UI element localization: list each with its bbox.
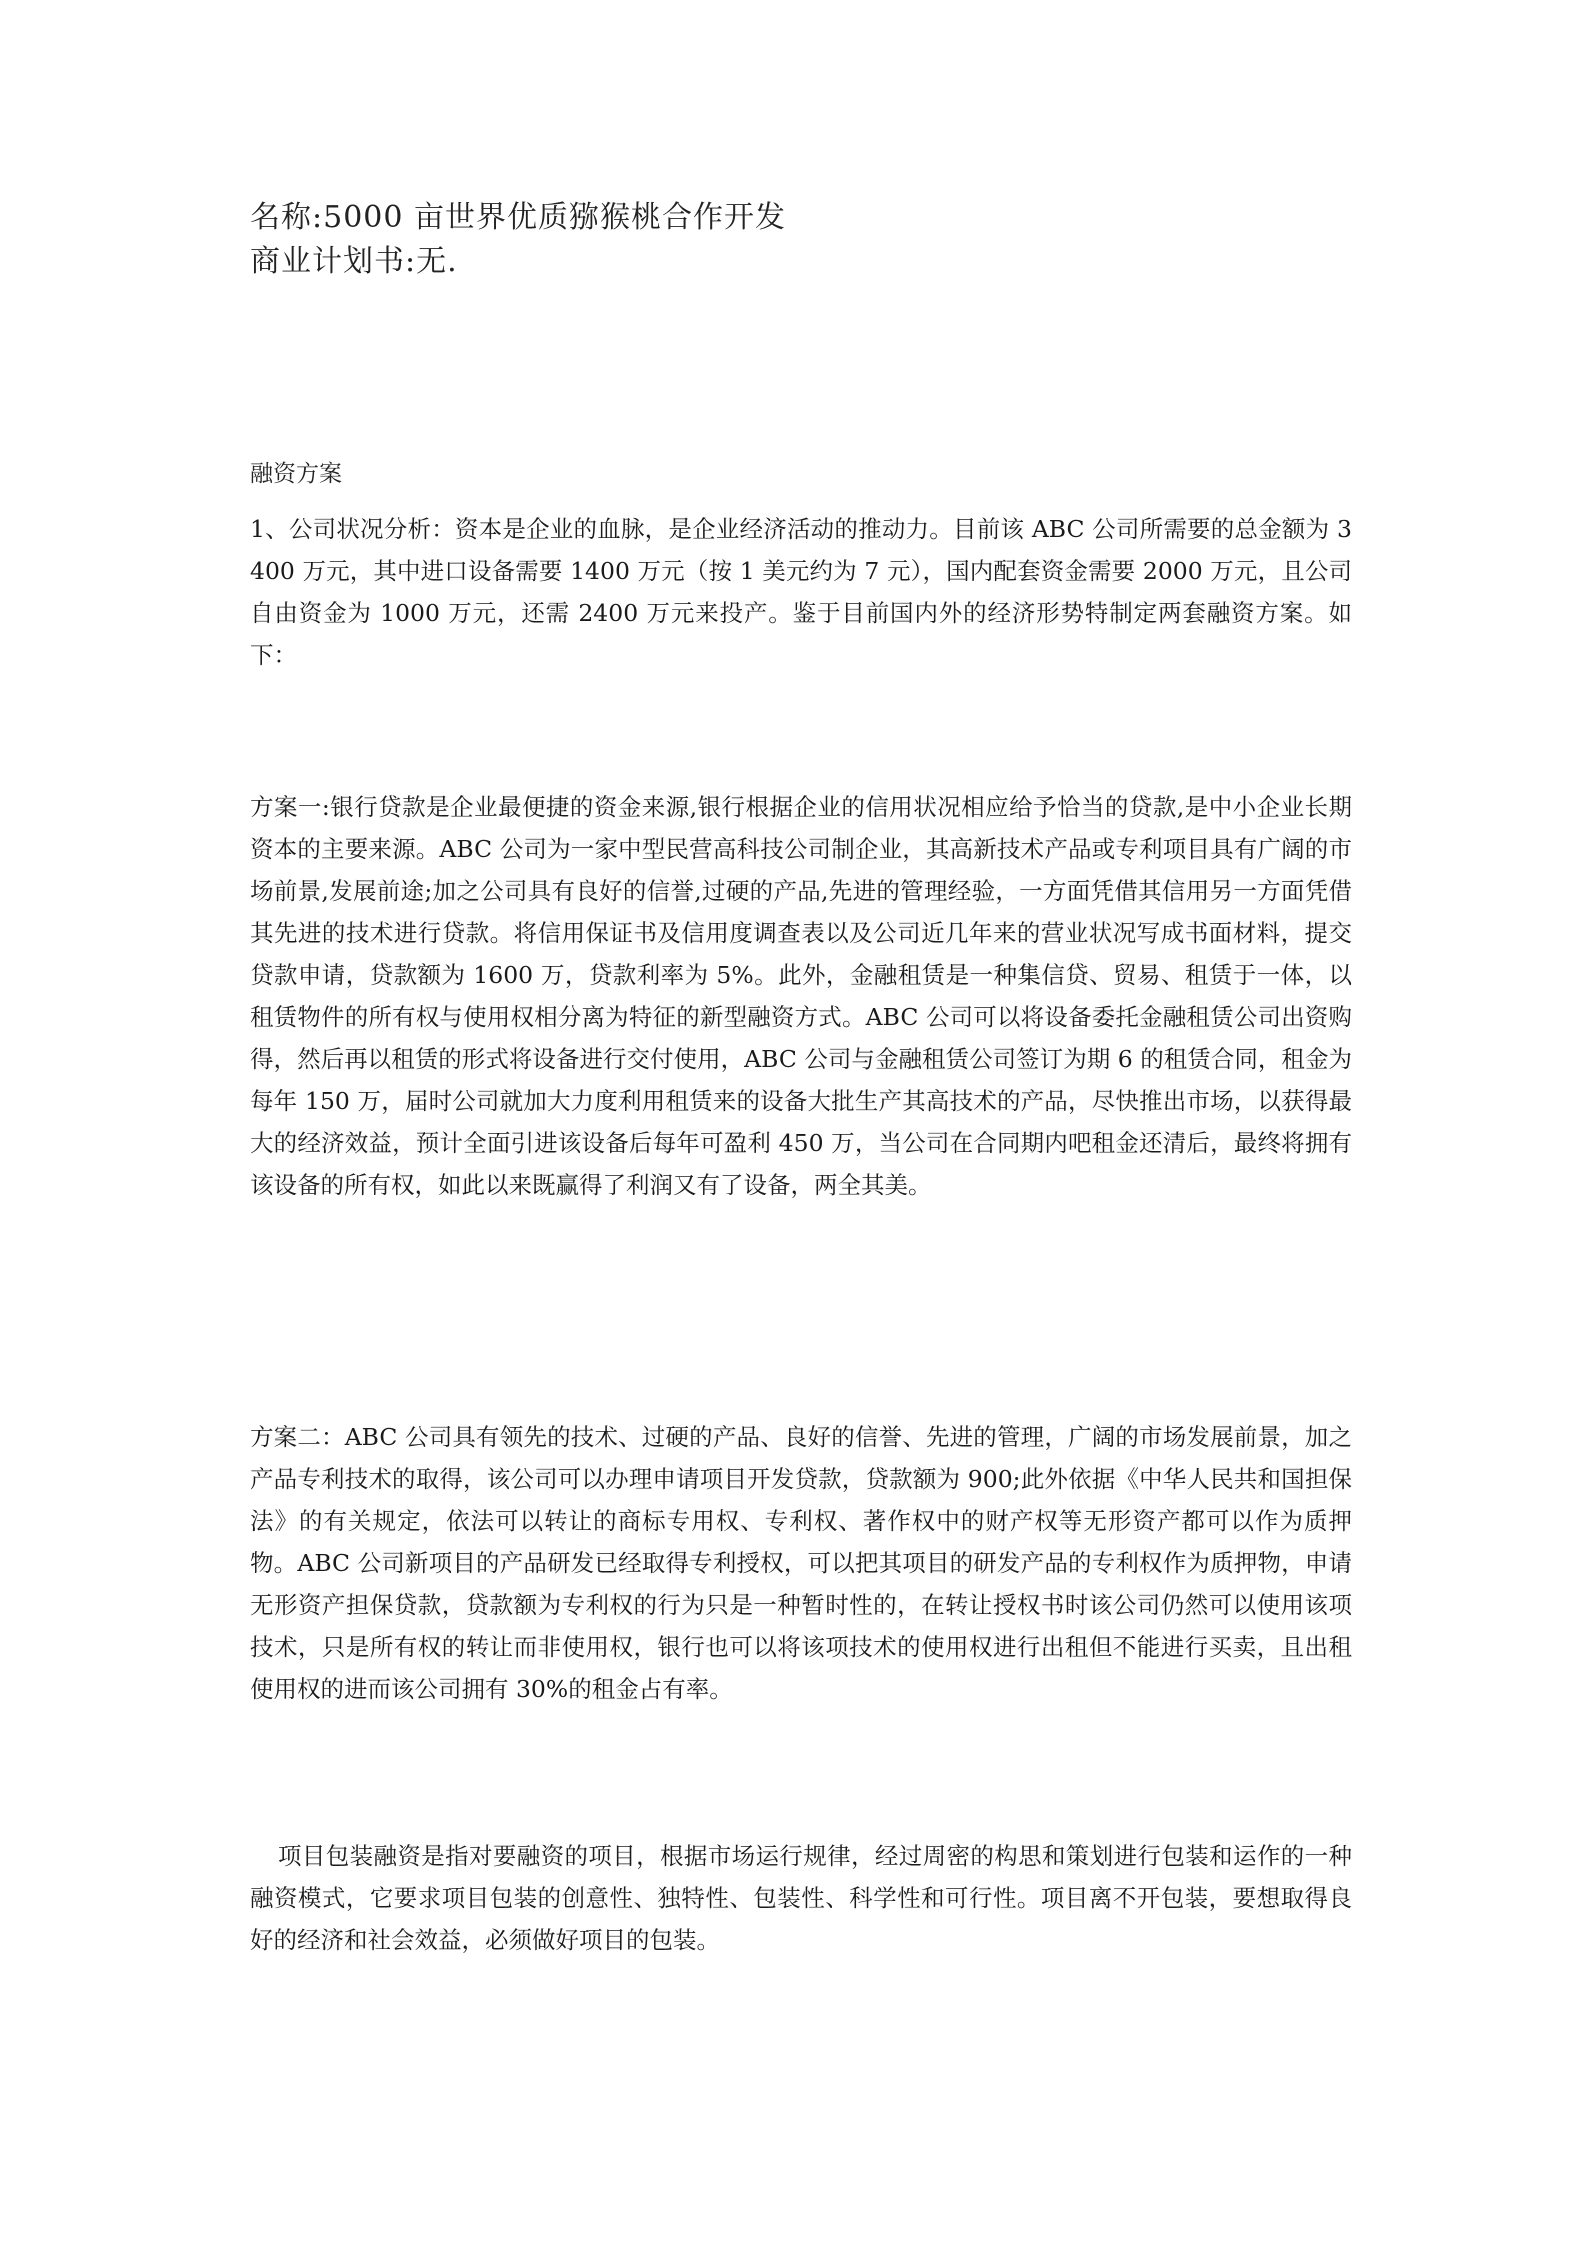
paragraph-plan-two: 方案二：ABC 公司具有领先的技术、过硬的产品、良好的信誉、先进的管理，广阔的市场发展前景，加之产品专利技术的取得，该公司可以办理申请项目开发贷款，贷款额为 900;此外依据《中华人民共和国担保法》的有关规定，依法可以转让的商标专用权、专利权、著作权中的财产权等无形资产都可以作为质押物。ABC 公司新项目的产品研发已经取得专利授权，可以把其项目的研发产品的专利权作为质押物，申请无形资产担保贷款，贷款额为专利权的行为只是一种暂时性的，在转让授权书时该公司仍然可以使用该项技术，只是所有权的转让而非使用权，银行也可以将该项技术的使用权进行出租但不能进行买卖，且出租使用权的进而该公司拥有 30%的租金占有率。: [250, 1423, 1352, 1703]
section-title: 融资方案: [250, 461, 342, 487]
project-name-line: 名称:5000 亩世界优质猕猴桃合作开发: [250, 200, 786, 235]
business-plan-line: 商业计划书:无.: [250, 244, 458, 279]
paragraph-company-analysis: 1、公司状况分析：资本是企业的血脉，是企业经济活动的推动力。目前该 ABC 公司所需要的总金额为 3400 万元，其中进口设备需要 1400 万元（按 1 美元约为 7 元），国内配套资金需要 2000 万元，且公司自由资金为 1000 万元，还需 2400 万元来投产。鉴于目前国内外的经济形势特制定两套融资方案。如下：: [250, 515, 1352, 669]
document-header: [250, 196, 1250, 284]
paragraph-plan-one: 方案一:银行贷款是企业最便捷的资金来源,银行根据企业的信用状况相应给予恰当的贷款,是中小企业长期资本的主要来源。ABC 公司为一家中型民营高科技公司制企业，其高新技术产品或专利项目具有广阔的市场前景,发展前途;加之公司具有良好的信誉,过硬的产品,先进的管理经验，一方面凭借其信用另一方面凭借其先进的技术进行贷款。将信用保证书及信用度调查表以及公司近几年来的营业状况写成书面材料，提交贷款申请，贷款额为 1600 万，贷款利率为 5%。此外，金融租赁是一种集信贷、贸易、租赁于一体，以租赁物件的所有权与使用权相分离为特征的新型融资方式。ABC 公司可以将设备委托金融租赁公司出资购得，然后再以租赁的形式将设备进行交付使用，ABC 公司与金融租赁公司签订为期 6 的租赁合同，租金为每年 150 万，届时公司就加大力度利用租赁来的设备大批生产其高技术的产品，尽快推出市场，以获得最大的经济效益，预计全面引进该设备后每年可盈利 450 万，当公司在合同期内吧租金还清后，最终将拥有该设备的所有权，如此以来既赢得了利润又有了设备，两全其美。: [250, 793, 1352, 1199]
paragraph-project-packaging: 项目包装融资是指对要融资的项目，根据市场运行规律，经过周密的构思和策划进行包装和运作的一种融资模式，它要求项目包装的创意性、独特性、包装性、科学性和可行性。项目离不开包装，要想取得良好的经济和社会效益，必须做好项目的包装。: [250, 1842, 1352, 1954]
